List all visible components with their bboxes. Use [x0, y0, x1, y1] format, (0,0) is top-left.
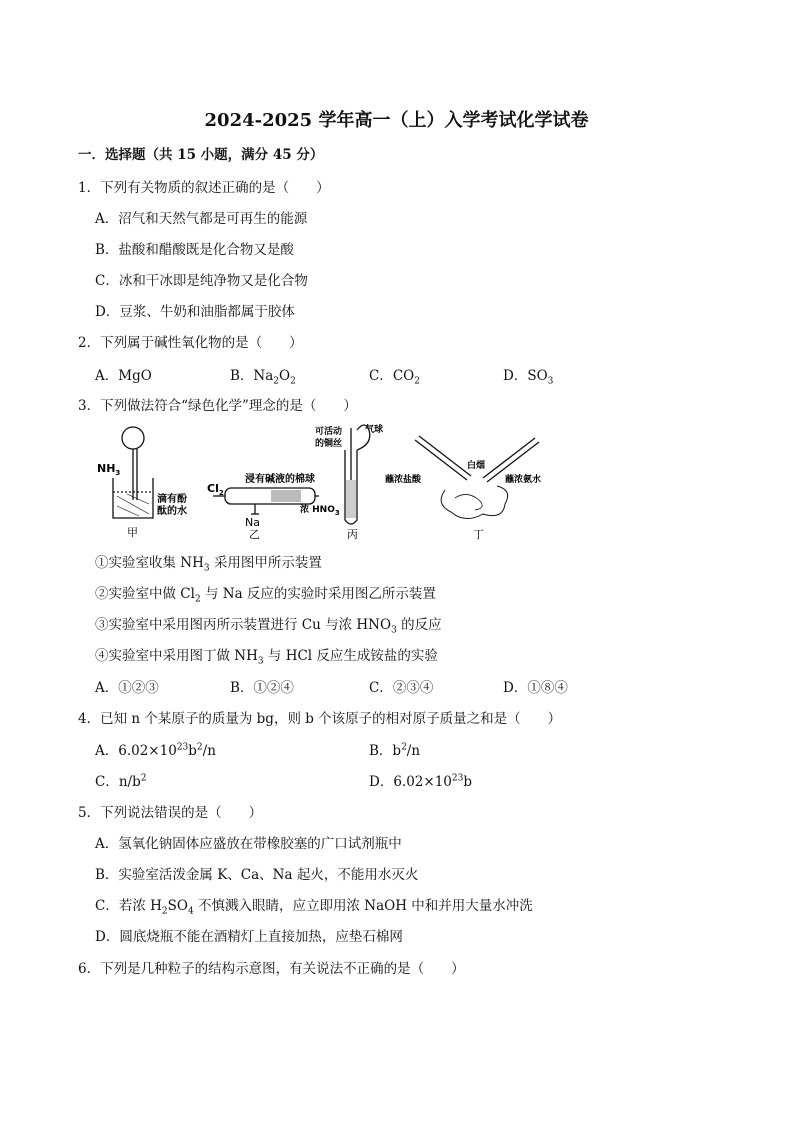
- question-1-stem: 1．下列有关物质的叙述正确的是（ ）: [78, 180, 330, 196]
- label-bing-top-2: 的铜丝: [315, 439, 343, 449]
- q2-option-d: D．$SO_3$: [503, 368, 554, 387]
- label-bing: 丙: [347, 528, 358, 540]
- q1-option-b: B．盐酸和醋酸既是化合物又是酸: [95, 242, 294, 258]
- q3-option-a: A．①②③: [95, 680, 159, 696]
- label-cl2: $Cl_2$: [207, 482, 224, 497]
- label-ding: 丁: [473, 528, 484, 540]
- q1-option-a: A．沼气和天然气都是可再生的能源: [95, 211, 308, 227]
- q2-option-b: B．$Na_2O_2$: [230, 368, 296, 387]
- label-yi-top: 浸有碱液的棉球: [245, 474, 315, 485]
- q2-option-c: C．$CO_2$: [369, 368, 420, 387]
- q5-option-c: C．若浓 $H_2SO_4$ 不慎溅入眼睛，应立即用浓 NaOH 中和并用大量水冲洗: [95, 898, 533, 917]
- label-jia-side-2: 酞的水: [157, 506, 187, 517]
- section-heading: 一．选择题（共 15 小题，满分 45 分）: [78, 147, 324, 163]
- question-6-stem: 6．下列是几种粒子的结构示意图，有关说法不正确的是（ ）: [78, 961, 465, 977]
- label-jia: 甲: [127, 526, 138, 539]
- label-bing-top-1: 可活动: [315, 427, 343, 437]
- q2-option-a: A．MgO: [95, 368, 152, 384]
- label-yi: 乙: [249, 528, 260, 540]
- figure-bing: [345, 425, 370, 524]
- label-smoke: 白烟: [467, 461, 486, 471]
- q3-option-b: B．①②④: [230, 680, 294, 696]
- q5-option-b: B．实验室活泼金属 K、Ca、Na 起火，不能用水灭火: [95, 867, 419, 883]
- question-3-stem: 3．下列做法符合“绿色化学”理念的是（ ）: [78, 398, 357, 414]
- q1-option-d: D．豆浆、牛奶和油脂都属于胶体: [95, 304, 295, 320]
- q3-option-c: C．②③④: [369, 680, 434, 696]
- label-hno3: 浓 $HNO_3$: [300, 505, 340, 517]
- question-4-stem: 4．已知 n 个某原子的质量为 bg，则 b 个该原子的相对原子质量之和是（ ）: [78, 711, 562, 727]
- q3-option-d: D．①⑧④: [503, 680, 568, 696]
- page-title: 2024-2025 学年高一（上）入学考试化学试卷: [204, 110, 589, 131]
- q4-option-d: D．$6.02\times 10^{23}b$: [369, 773, 472, 790]
- label-na: Na: [245, 516, 260, 529]
- question-2-stem: 2．下列属于碱性氧化物的是（ ）: [78, 335, 303, 351]
- q5-option-a: A．氢氧化钠固体应盛放在带橡胶塞的广口试剂瓶中: [95, 836, 402, 852]
- label-ammonia: 蘸浓氨水: [505, 475, 542, 485]
- q4-option-b: B．$b^2/n$: [369, 742, 421, 759]
- label-nh3: $NH_3$: [97, 462, 121, 477]
- q3-statement-2: ②实验室中做 $Cl_2$ 与 Na 反应的实验时采用图乙所示装置: [95, 586, 436, 605]
- label-balloon: 气球: [365, 425, 384, 435]
- question-5-stem: 5．下列说法错误的是（ ）: [78, 805, 263, 821]
- q4-option-a: A．$6.02\times 10^{23}b^2/n$: [95, 742, 216, 759]
- q3-statement-1: ①实验室收集 $NH_3$ 采用图甲所示装置: [95, 555, 322, 574]
- q1-option-c: C．冰和干冰即是纯净物又是化合物: [95, 273, 308, 289]
- q4-option-c: C．$n/b^2$: [95, 773, 147, 790]
- q5-option-d: D．圆底烧瓶不能在酒精灯上直接加热，应垫石棉网: [95, 929, 403, 945]
- q3-apparatus-figure: [95, 420, 565, 540]
- q3-statement-4: ④实验室中采用图丁做 $NH_3$ 与 HCl 反应生成铵盐的实验: [95, 648, 438, 667]
- q3-statement-3: ③实验室中采用图丙所示装置进行 Cu 与浓 $HNO_3$ 的反应: [95, 617, 442, 636]
- label-jia-side-1: 滴有酚: [157, 494, 187, 505]
- label-hcl: 蘸浓盐酸: [385, 475, 422, 485]
